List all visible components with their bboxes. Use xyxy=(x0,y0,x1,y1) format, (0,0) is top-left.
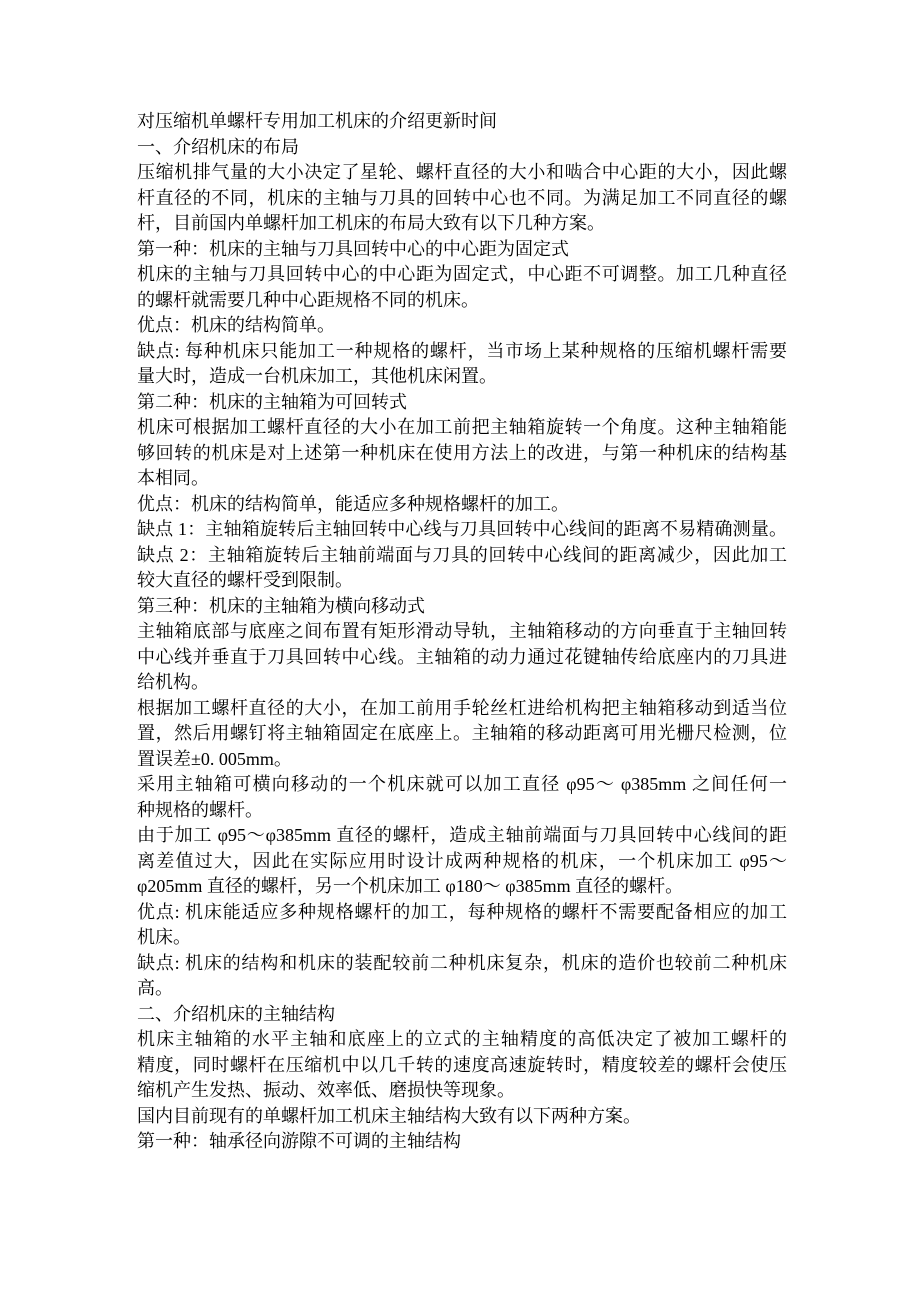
text-line: 置误差±0. 005mm。 xyxy=(137,748,292,769)
text-line: 本相同。 xyxy=(137,468,209,488)
subsection-heading-line: 第一种：机床的主轴与刀具回转中心的中心距为固定式 xyxy=(137,238,569,259)
text-line: 杆直径的不同，机床的主轴与刀具的回转中心也不同。为满足加工不同直径的螺 xyxy=(137,187,787,208)
text-line: 优点：机床的结构简单，能适应多种规格螺杆的加工。 xyxy=(137,493,569,514)
text-line: 机床主轴箱的水平主轴和底座上的立式的主轴精度的高低决定了被加工螺杆的 xyxy=(137,1029,787,1049)
subsection-heading-line: 第一种：轴承径向游隙不可调的主轴结构 xyxy=(137,1131,461,1151)
text-line: φ205mm 直径的螺杆，另一个机床加工 φ180～ φ385mm 直径的螺杆。 xyxy=(137,876,684,896)
text-line: 国内目前现有的单螺杆加工机床主轴结构大致有以下两种方案。 xyxy=(137,1105,641,1126)
text-line: 机床的主轴与刀具回转中心的中心距为固定式，中心距不可调整。加工几种直径 xyxy=(137,264,787,284)
document-text-block xyxy=(137,109,787,1155)
text-line: 优点：机床的结构简单。 xyxy=(137,315,335,335)
text-line: 离差值过大，因此在实际应用时设计成两种规格的机床，一个机床加工 φ95～ xyxy=(137,850,787,871)
text-line: 量大时，造成一台机床加工，其他机床闲置。 xyxy=(137,366,497,386)
text-line: 精度，同时螺杆在压缩机中以几千转的速度高速旋转时，精度较差的螺杆会使压 xyxy=(137,1054,787,1075)
section-heading-line: 二、介绍机床的主轴结构 xyxy=(137,1003,335,1024)
text-line: 种规格的螺杆。 xyxy=(137,799,263,820)
text-line: 缩机产生发热、振动、效率低、磨损快等现象。 xyxy=(137,1080,515,1100)
text-line: 由于加工 φ95～φ385mm 直径的螺杆，造成主轴前端面与刀具回转中心线间的距 xyxy=(137,825,787,845)
subsection-heading-line: 第二种：机床的主轴箱为可回转式 xyxy=(137,391,407,412)
section-heading-line: 一、介绍机床的布局 xyxy=(137,136,299,157)
text-line: 杆，目前国内单螺杆加工机床的布局大致有以下几种方案。 xyxy=(137,213,605,233)
text-line: 够回转的机床是对上述第一种机床在使用方法上的改进，与第一种机床的结构基 xyxy=(137,442,787,463)
doc-title-line: 对压缩机单螺杆专用加工机床的介绍更新时间 xyxy=(137,111,497,131)
subsection-heading-line: 第三种：机床的主轴箱为横向移动式 xyxy=(137,595,425,616)
text-line: 主轴箱底部与底座之间布置有矩形滑动导轨，主轴箱移动的方向垂直于主轴回转 xyxy=(137,621,787,641)
text-line: 优点: 机床能适应多种规格螺杆的加工，每种规格的螺杆不需要配备相应的加工 xyxy=(137,901,787,922)
text-line: 缺点: 每种机床只能加工一种规格的螺杆，当市场上某种规格的压缩机螺杆需要 xyxy=(137,340,787,361)
text-line: 中心线并垂直于刀具回转中心线。主轴箱的动力通过花键轴传给底座内的刀具进 xyxy=(137,646,787,667)
text-line: 缺点: 机床的结构和机床的装配较前二种机床复杂，机床的造价也较前二种机床 xyxy=(137,952,787,973)
text-line: 根据加工螺杆直径的大小，在加工前用手轮丝杠进给机构把主轴箱移动到适当位 xyxy=(137,697,787,718)
text-line: 置，然后用螺钉将主轴箱固定在底座上。主轴箱的移动距离可用光栅尺检测，位 xyxy=(137,723,787,743)
text-line: 较大直径的螺杆受到限制。 xyxy=(137,570,353,590)
text-line: 机床可根据加工螺杆直径的大小在加工前把主轴箱旋转一个角度。这种主轴箱能 xyxy=(137,417,787,437)
text-line: 缺点 1：主轴箱旋转后主轴回转中心线与刀具回转中心线间的距离不易精确测量。 xyxy=(137,519,787,539)
text-line: 采用主轴箱可横向移动的一个机床就可以加工直径 φ95～ φ385mm 之间任何一 xyxy=(137,774,787,794)
text-line: 给机构。 xyxy=(137,672,209,692)
text-line: 机床。 xyxy=(137,927,191,947)
text-line: 的螺杆就需要几种中心距规格不同的机床。 xyxy=(137,289,479,310)
text-line: 缺点 2：主轴箱旋转后主轴前端面与刀具的回转中心线间的距离减少，因此加工 xyxy=(137,544,787,565)
text-line: 压缩机排气量的大小决定了星轮、螺杆直径的大小和啮合中心距的大小，因此螺 xyxy=(137,162,787,182)
text-line: 高。 xyxy=(137,978,173,998)
